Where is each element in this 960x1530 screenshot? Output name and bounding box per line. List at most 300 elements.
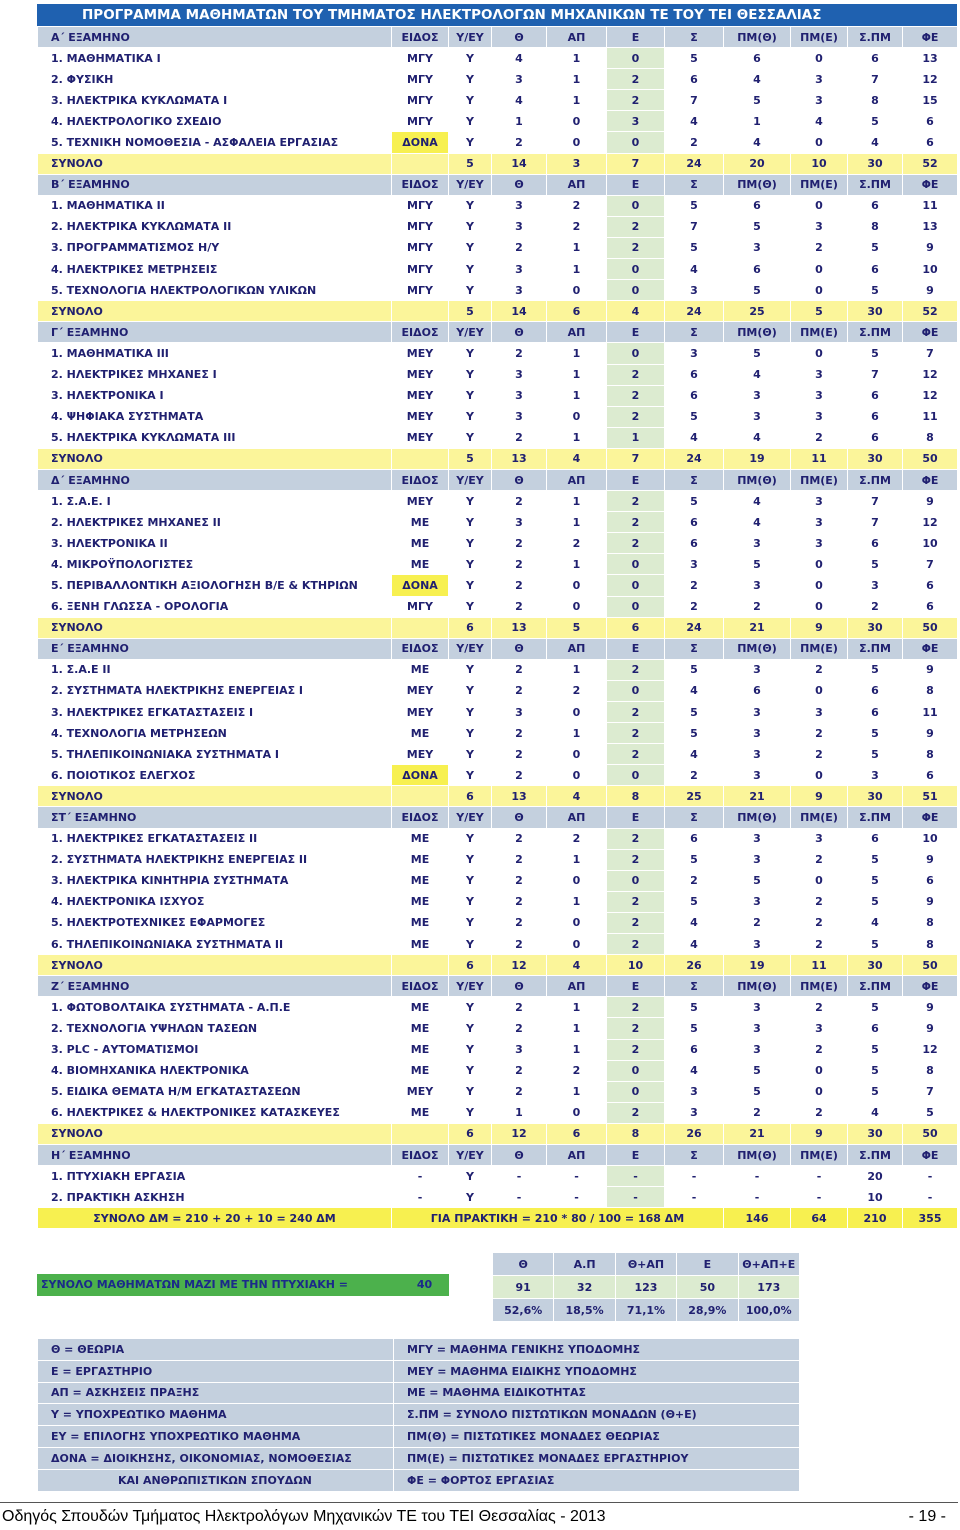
course-cell: 2	[665, 765, 724, 786]
course-cell: 3	[492, 1039, 547, 1060]
column-header: ΑΠ	[547, 976, 607, 997]
course-cell: 5	[724, 1060, 791, 1081]
column-header: Υ/ΕΥ	[449, 807, 492, 828]
semester-total-row	[38, 1123, 958, 1144]
course-cell: 0	[791, 765, 848, 786]
hours-summary-header: Ε	[677, 1253, 738, 1276]
course-cell: 2	[492, 596, 547, 617]
course-cell: 7	[903, 554, 958, 575]
total-cell: 50	[903, 617, 958, 638]
course-cell: 2	[724, 596, 791, 617]
course-cell: 0	[547, 934, 607, 955]
course-cell: 4	[848, 1102, 903, 1123]
course-cell: 5	[848, 1060, 903, 1081]
course-cell: ΜΕ	[392, 1039, 449, 1060]
course-cell: 3	[791, 1018, 848, 1039]
course-cell: 2	[665, 575, 724, 596]
course-row	[38, 195, 958, 216]
course-name: 5. ΤΕΧΝΟΛΟΓΙΑ ΗΛΕΚΤΡΟΛΟΓΙΚΩΝ ΥΛΙΚΩΝ	[38, 280, 392, 301]
course-cell: -	[392, 1166, 449, 1187]
course-cell: Υ	[449, 870, 492, 891]
total-cell: 4	[547, 448, 607, 469]
course-cell: 1	[547, 659, 607, 680]
curriculum-table-body	[38, 27, 958, 1229]
course-cell: 6	[665, 533, 724, 554]
course-cell: ΜΕ	[392, 828, 449, 849]
course-cell: 0	[791, 48, 848, 69]
total-label: ΣΥΝΟΛΟ	[38, 153, 392, 174]
course-cell: Υ	[449, 280, 492, 301]
course-cell: 7	[903, 343, 958, 364]
course-cell: 1	[547, 997, 607, 1018]
course-cell: 5	[848, 723, 903, 744]
course-cell: Υ	[449, 659, 492, 680]
course-cell: ΜΓΥ	[392, 259, 449, 280]
course-cell: 2	[492, 491, 547, 512]
course-cell: 1	[547, 891, 607, 912]
course-cell: 2	[607, 237, 665, 258]
column-header: Σ.ΠΜ	[848, 174, 903, 195]
course-row	[38, 491, 958, 512]
course-cell: 3	[848, 575, 903, 596]
course-cell: 1	[492, 111, 547, 132]
course-cell: 0	[547, 111, 607, 132]
course-cell: 0	[547, 596, 607, 617]
course-cell: 8	[848, 90, 903, 111]
total-label: ΣΥΝΟΛΟ	[38, 1123, 392, 1144]
course-name: 1. Σ.Α.Ε ΙΙ	[38, 659, 392, 680]
column-header: ΕΙΔΟΣ	[392, 469, 449, 490]
course-cell: 2	[492, 659, 547, 680]
course-name: 1. ΜΑΘΗΜΑΤΙΚΑ ΙΙ	[38, 195, 392, 216]
course-cell: 4	[492, 48, 547, 69]
course-cell: 3	[492, 216, 547, 237]
course-cell: ΜΕΥ	[392, 680, 449, 701]
column-header: Θ	[492, 469, 547, 490]
course-row	[38, 723, 958, 744]
course-row	[38, 1166, 958, 1187]
column-header: ΕΙΔΟΣ	[392, 174, 449, 195]
course-row	[38, 702, 958, 723]
course-cell: 2	[791, 659, 848, 680]
course-cell: 1	[492, 1102, 547, 1123]
course-row	[38, 216, 958, 237]
column-header: Σ	[665, 174, 724, 195]
total-cell: 6	[449, 1123, 492, 1144]
course-name: 4. ΗΛΕΚΤΡΟΝΙΚΑ ΙΣΧΥΟΣ	[38, 891, 392, 912]
course-cell: 2	[607, 533, 665, 554]
course-row	[38, 596, 958, 617]
course-cell: ΜΕ	[392, 912, 449, 933]
course-cell: 6	[665, 1039, 724, 1060]
course-cell: 15	[903, 90, 958, 111]
column-header: ΠΜ(Θ)	[724, 976, 791, 997]
course-cell: 3	[492, 512, 547, 533]
course-cell: 7	[848, 512, 903, 533]
course-cell: 4	[665, 934, 724, 955]
course-name: 2. ΦΥΣΙΚΗ	[38, 69, 392, 90]
course-cell: 2	[791, 427, 848, 448]
course-row	[38, 1039, 958, 1060]
course-cell: ΜΕΥ	[392, 427, 449, 448]
course-cell: 20	[848, 1166, 903, 1187]
total-cell: 4	[547, 786, 607, 807]
total-cell: 10	[607, 955, 665, 976]
total-cell: 4	[607, 301, 665, 322]
total-cell: 30	[848, 301, 903, 322]
total-cell: 50	[903, 1123, 958, 1144]
course-cell: 13	[903, 216, 958, 237]
course-cell: 5	[848, 849, 903, 870]
course-cell: 0	[791, 1081, 848, 1102]
course-cell: 2	[547, 1060, 607, 1081]
column-header: Σ	[665, 807, 724, 828]
course-cell: 0	[547, 280, 607, 301]
course-cell: 10	[903, 533, 958, 554]
course-row	[38, 364, 958, 385]
total-cell	[392, 153, 449, 174]
course-cell: 11	[903, 195, 958, 216]
column-header: ΠΜ(Ε)	[791, 976, 848, 997]
hours-summary-percent: 28,9%	[677, 1299, 738, 1322]
semester-title: Ε΄ ΕΞΑΜΗΝΟ	[38, 638, 392, 659]
hours-summary-header: Θ+ΑΠ	[615, 1253, 676, 1276]
course-cell: 5	[848, 1081, 903, 1102]
column-header: ΑΠ	[547, 638, 607, 659]
column-header: Σ	[665, 322, 724, 343]
course-cell: 0	[547, 870, 607, 891]
course-cell: ΜΓΥ	[392, 237, 449, 258]
course-cell: 0	[547, 406, 607, 427]
course-cell: 1	[547, 1039, 607, 1060]
course-cell: 9	[903, 491, 958, 512]
course-cell: 2	[547, 216, 607, 237]
hours-summary-percent: 52,6%	[493, 1299, 554, 1322]
total-cell: 52	[903, 153, 958, 174]
course-cell: 2	[492, 1081, 547, 1102]
course-row	[38, 259, 958, 280]
column-header: Υ/ΕΥ	[449, 638, 492, 659]
course-cell: 2	[791, 237, 848, 258]
column-header: ΠΜ(Θ)	[724, 174, 791, 195]
footer-text: Οδηγός Σπουδών Τμήματος Ηλεκτρολόγων Μηχανικών ΤΕ του ΤΕΙ Θεσσαλίας - 2013	[2, 1508, 606, 1525]
course-cell: 0	[791, 575, 848, 596]
course-cell: -	[724, 1166, 791, 1187]
column-header: Σ	[665, 1144, 724, 1165]
column-header: Σ.ΠΜ	[848, 638, 903, 659]
total-cell	[392, 1123, 449, 1144]
course-cell: 2	[607, 744, 665, 765]
course-name: 3. ΗΛΕΚΤΡΟΝΙΚΑ ΙΙ	[38, 533, 392, 554]
course-row	[38, 828, 958, 849]
course-cell: 5	[665, 891, 724, 912]
hours-summary-percent-row	[493, 1299, 800, 1322]
course-cell: -	[547, 1166, 607, 1187]
course-cell: 2	[492, 934, 547, 955]
column-header: Σ	[665, 469, 724, 490]
course-cell: Υ	[449, 828, 492, 849]
total-cell: 21	[724, 786, 791, 807]
course-cell: -	[791, 1187, 848, 1208]
course-cell: -	[791, 1166, 848, 1187]
course-cell: 4	[724, 427, 791, 448]
course-cell: 2	[848, 596, 903, 617]
hours-summary-value: 32	[554, 1276, 615, 1299]
course-cell: 5	[724, 90, 791, 111]
total-cell: 21	[724, 617, 791, 638]
course-cell: ΜΓΥ	[392, 48, 449, 69]
course-cell: -	[665, 1187, 724, 1208]
course-cell: 1	[547, 69, 607, 90]
hours-summary-value: 91	[493, 1276, 554, 1299]
course-cell: 2	[665, 870, 724, 891]
total-cell: 30	[848, 617, 903, 638]
course-cell: -	[665, 1166, 724, 1187]
course-cell: Υ	[449, 1166, 492, 1187]
course-cell: 2	[607, 997, 665, 1018]
hours-summary-percent: 71,1%	[615, 1299, 676, 1322]
course-cell: 5	[665, 849, 724, 870]
course-row	[38, 343, 958, 364]
semester-header-row	[38, 1144, 958, 1165]
course-cell: 3	[492, 280, 547, 301]
course-cell: 4	[848, 912, 903, 933]
course-cell: 8	[903, 934, 958, 955]
course-cell: 2	[607, 828, 665, 849]
course-cell: 8	[903, 1060, 958, 1081]
course-cell: 3	[724, 765, 791, 786]
total-cell: 5	[791, 301, 848, 322]
course-cell: 6	[903, 575, 958, 596]
course-cell: 11	[903, 702, 958, 723]
course-row	[38, 1018, 958, 1039]
course-name: 4. ΗΛΕΚΤΡΟΛΟΓΙΚΟ ΣΧΕΔΙΟ	[38, 111, 392, 132]
column-header: Ε	[607, 469, 665, 490]
course-cell: 2	[724, 912, 791, 933]
column-header: Θ	[492, 1144, 547, 1165]
semester-header-row	[38, 638, 958, 659]
total-cell: 50	[903, 448, 958, 469]
course-name: 3. ΗΛΕΚΤΡΟΝΙΚΑ Ι	[38, 385, 392, 406]
course-cell: 4	[492, 90, 547, 111]
total-cell: 50	[903, 955, 958, 976]
total-cell: 5	[547, 617, 607, 638]
course-cell: 4	[724, 491, 791, 512]
total-cell: 13	[492, 786, 547, 807]
total-cell: 14	[492, 301, 547, 322]
course-cell: 2	[492, 343, 547, 364]
total-cell: 24	[665, 617, 724, 638]
course-row	[38, 427, 958, 448]
course-cell: 4	[665, 680, 724, 701]
course-cell: 9	[903, 659, 958, 680]
course-cell: 2	[607, 659, 665, 680]
course-cell: 9	[903, 237, 958, 258]
course-cell: Υ	[449, 111, 492, 132]
legend-entry: ΦΕ = ΦΟΡΤΟΣ ΕΡΓΑΣΙΑΣ	[394, 1469, 800, 1491]
column-header: Σ.ΠΜ	[848, 1144, 903, 1165]
course-name: 1. ΜΑΘΗΜΑΤΙΚΑ ΙΙΙ	[38, 343, 392, 364]
total-cell: 10	[791, 153, 848, 174]
course-cell: 2	[492, 132, 547, 153]
course-cell: 7	[848, 364, 903, 385]
course-row	[38, 744, 958, 765]
course-cell: 6	[724, 195, 791, 216]
course-cell: 7	[903, 1081, 958, 1102]
course-cell: 5	[665, 659, 724, 680]
total-cell: 12	[492, 955, 547, 976]
course-cell: 5	[848, 891, 903, 912]
course-cell: 2	[492, 744, 547, 765]
course-cell: 0	[791, 554, 848, 575]
course-cell: 2	[492, 849, 547, 870]
course-cell: 6	[665, 69, 724, 90]
course-cell: 3	[724, 744, 791, 765]
course-cell: 1	[547, 554, 607, 575]
course-cell: 5	[665, 237, 724, 258]
course-cell: 7	[665, 90, 724, 111]
course-cell: 2	[791, 934, 848, 955]
course-cell: 3	[665, 343, 724, 364]
course-cell: 4	[665, 1060, 724, 1081]
course-cell: 2	[547, 195, 607, 216]
hours-summary-value: 123	[615, 1276, 676, 1299]
course-cell: Υ	[449, 554, 492, 575]
course-cell: 4	[724, 69, 791, 90]
course-cell: 2	[607, 891, 665, 912]
total-cell: 12	[492, 1123, 547, 1144]
course-cell: ΜΓΥ	[392, 216, 449, 237]
course-cell: 7	[848, 69, 903, 90]
total-cell: 6	[547, 301, 607, 322]
column-header: Σ	[665, 976, 724, 997]
course-cell: 5	[848, 1039, 903, 1060]
course-cell: 3	[724, 406, 791, 427]
course-cell: 2	[607, 1018, 665, 1039]
course-name: 2. ΣΥΣΤΗΜΑΤΑ ΗΛΕΚΤΡΙΚΗΣ ΕΝΕΡΓΕΙΑΣ ΙΙ	[38, 849, 392, 870]
total-cell: 5	[449, 448, 492, 469]
legend-entry: ΜΕ = ΜΑΘΗΜΑ ΕΙΔΙΚΟΤΗΤΑΣ	[394, 1382, 800, 1404]
legend-entry: ΠΜ(Θ) = ΠΙΣΤΩΤΙΚΕΣ ΜΟΝΑΔΕΣ ΘΕΩΡΙΑΣ	[394, 1426, 800, 1448]
course-row	[38, 69, 958, 90]
course-cell: 4	[665, 111, 724, 132]
course-cell: 3	[724, 934, 791, 955]
course-cell: 3	[724, 849, 791, 870]
course-cell: 4	[665, 427, 724, 448]
course-cell: 2	[607, 406, 665, 427]
course-cell: Υ	[449, 237, 492, 258]
column-header: Θ	[492, 27, 547, 48]
legend-entry: ΔΟΝΑ = ΔΙΟΙΚΗΣΗΣ, ΟΙΚΟΝΟΜΙΑΣ, ΝΟΜΟΘΕΣΙΑΣ	[38, 1447, 394, 1469]
column-header: ΑΠ	[547, 27, 607, 48]
course-cell: 1	[547, 259, 607, 280]
course-cell: 5	[724, 554, 791, 575]
course-cell: Υ	[449, 1102, 492, 1123]
total-cell: 14	[492, 153, 547, 174]
grand-total-credits: ΣΥΝΟΛΟ ΔΜ = 210 + 20 + 10 = 240 ΔΜ	[38, 1208, 392, 1229]
course-cell: 4	[724, 512, 791, 533]
course-cell: ΜΕ	[392, 512, 449, 533]
course-cell: -	[724, 1187, 791, 1208]
course-name: 2. ΗΛΕΚΤΡΙΚΕΣ ΜΗΧΑΝΕΣ Ι	[38, 364, 392, 385]
course-cell: 5	[848, 280, 903, 301]
course-cell: 2	[607, 934, 665, 955]
course-cell: Υ	[449, 997, 492, 1018]
course-cell: 9	[903, 723, 958, 744]
course-row	[38, 680, 958, 701]
course-cell: 2	[607, 512, 665, 533]
total-cell	[392, 786, 449, 807]
hours-summary-percent: 18,5%	[554, 1299, 615, 1322]
course-cell: 2	[492, 575, 547, 596]
total-cell: 20	[724, 153, 791, 174]
course-name: 4. ΗΛΕΚΤΡΙΚΕΣ ΜΕΤΡΗΣΕΙΣ	[38, 259, 392, 280]
course-cell: 6	[903, 111, 958, 132]
course-cell: ΜΕΥ	[392, 1081, 449, 1102]
legend-row	[38, 1382, 800, 1404]
course-cell: 2	[665, 596, 724, 617]
course-cell: ΜΕ	[392, 934, 449, 955]
course-cell: ΜΓΥ	[392, 69, 449, 90]
column-header: ΠΜ(Ε)	[791, 638, 848, 659]
course-row	[38, 512, 958, 533]
course-cell: 0	[791, 596, 848, 617]
course-cell: 1	[547, 512, 607, 533]
course-cell: 2	[492, 1060, 547, 1081]
course-cell: 13	[903, 48, 958, 69]
course-cell: 4	[848, 132, 903, 153]
course-cell: ΜΕ	[392, 1018, 449, 1039]
course-cell: 2	[791, 997, 848, 1018]
course-cell: Υ	[449, 533, 492, 554]
course-cell: 2	[607, 723, 665, 744]
semester-header-row	[38, 174, 958, 195]
column-header: ΦΕ	[903, 27, 958, 48]
course-cell: 1	[547, 849, 607, 870]
course-cell: 3	[791, 216, 848, 237]
course-cell: 4	[724, 364, 791, 385]
course-name: 1. ΗΛΕΚΤΡΙΚΕΣ ΕΓΚΑΤΑΣΤΑΣΕΙΣ ΙΙ	[38, 828, 392, 849]
course-cell: 3	[791, 69, 848, 90]
course-row	[38, 554, 958, 575]
course-cell: 7	[665, 216, 724, 237]
course-cell: 12	[903, 364, 958, 385]
course-cell: 5	[848, 343, 903, 364]
legend-entry: Ε = ΕΡΓΑΣΤΗΡΙΟ	[38, 1360, 394, 1382]
total-cell: 3	[547, 153, 607, 174]
course-cell: Υ	[449, 195, 492, 216]
course-cell: 0	[607, 680, 665, 701]
course-cell: 6	[665, 364, 724, 385]
course-row	[38, 132, 958, 153]
course-cell: 8	[903, 427, 958, 448]
course-cell: 2	[607, 912, 665, 933]
course-row	[38, 111, 958, 132]
column-header: Σ.ΠΜ	[848, 976, 903, 997]
course-cell: 12	[903, 1039, 958, 1060]
course-row	[38, 1187, 958, 1208]
course-cell: ΜΕΥ	[392, 406, 449, 427]
total-cell: 51	[903, 786, 958, 807]
column-header: ΕΙΔΟΣ	[392, 807, 449, 828]
hours-summary-values-row	[493, 1276, 800, 1299]
course-cell: 10	[903, 259, 958, 280]
column-header: ΕΙΔΟΣ	[392, 27, 449, 48]
total-label: ΣΥΝΟΛΟ	[38, 786, 392, 807]
column-header: Ε	[607, 1144, 665, 1165]
total-cell: 5	[449, 153, 492, 174]
semester-title: Δ΄ ΕΞΑΜΗΝΟ	[38, 469, 392, 490]
